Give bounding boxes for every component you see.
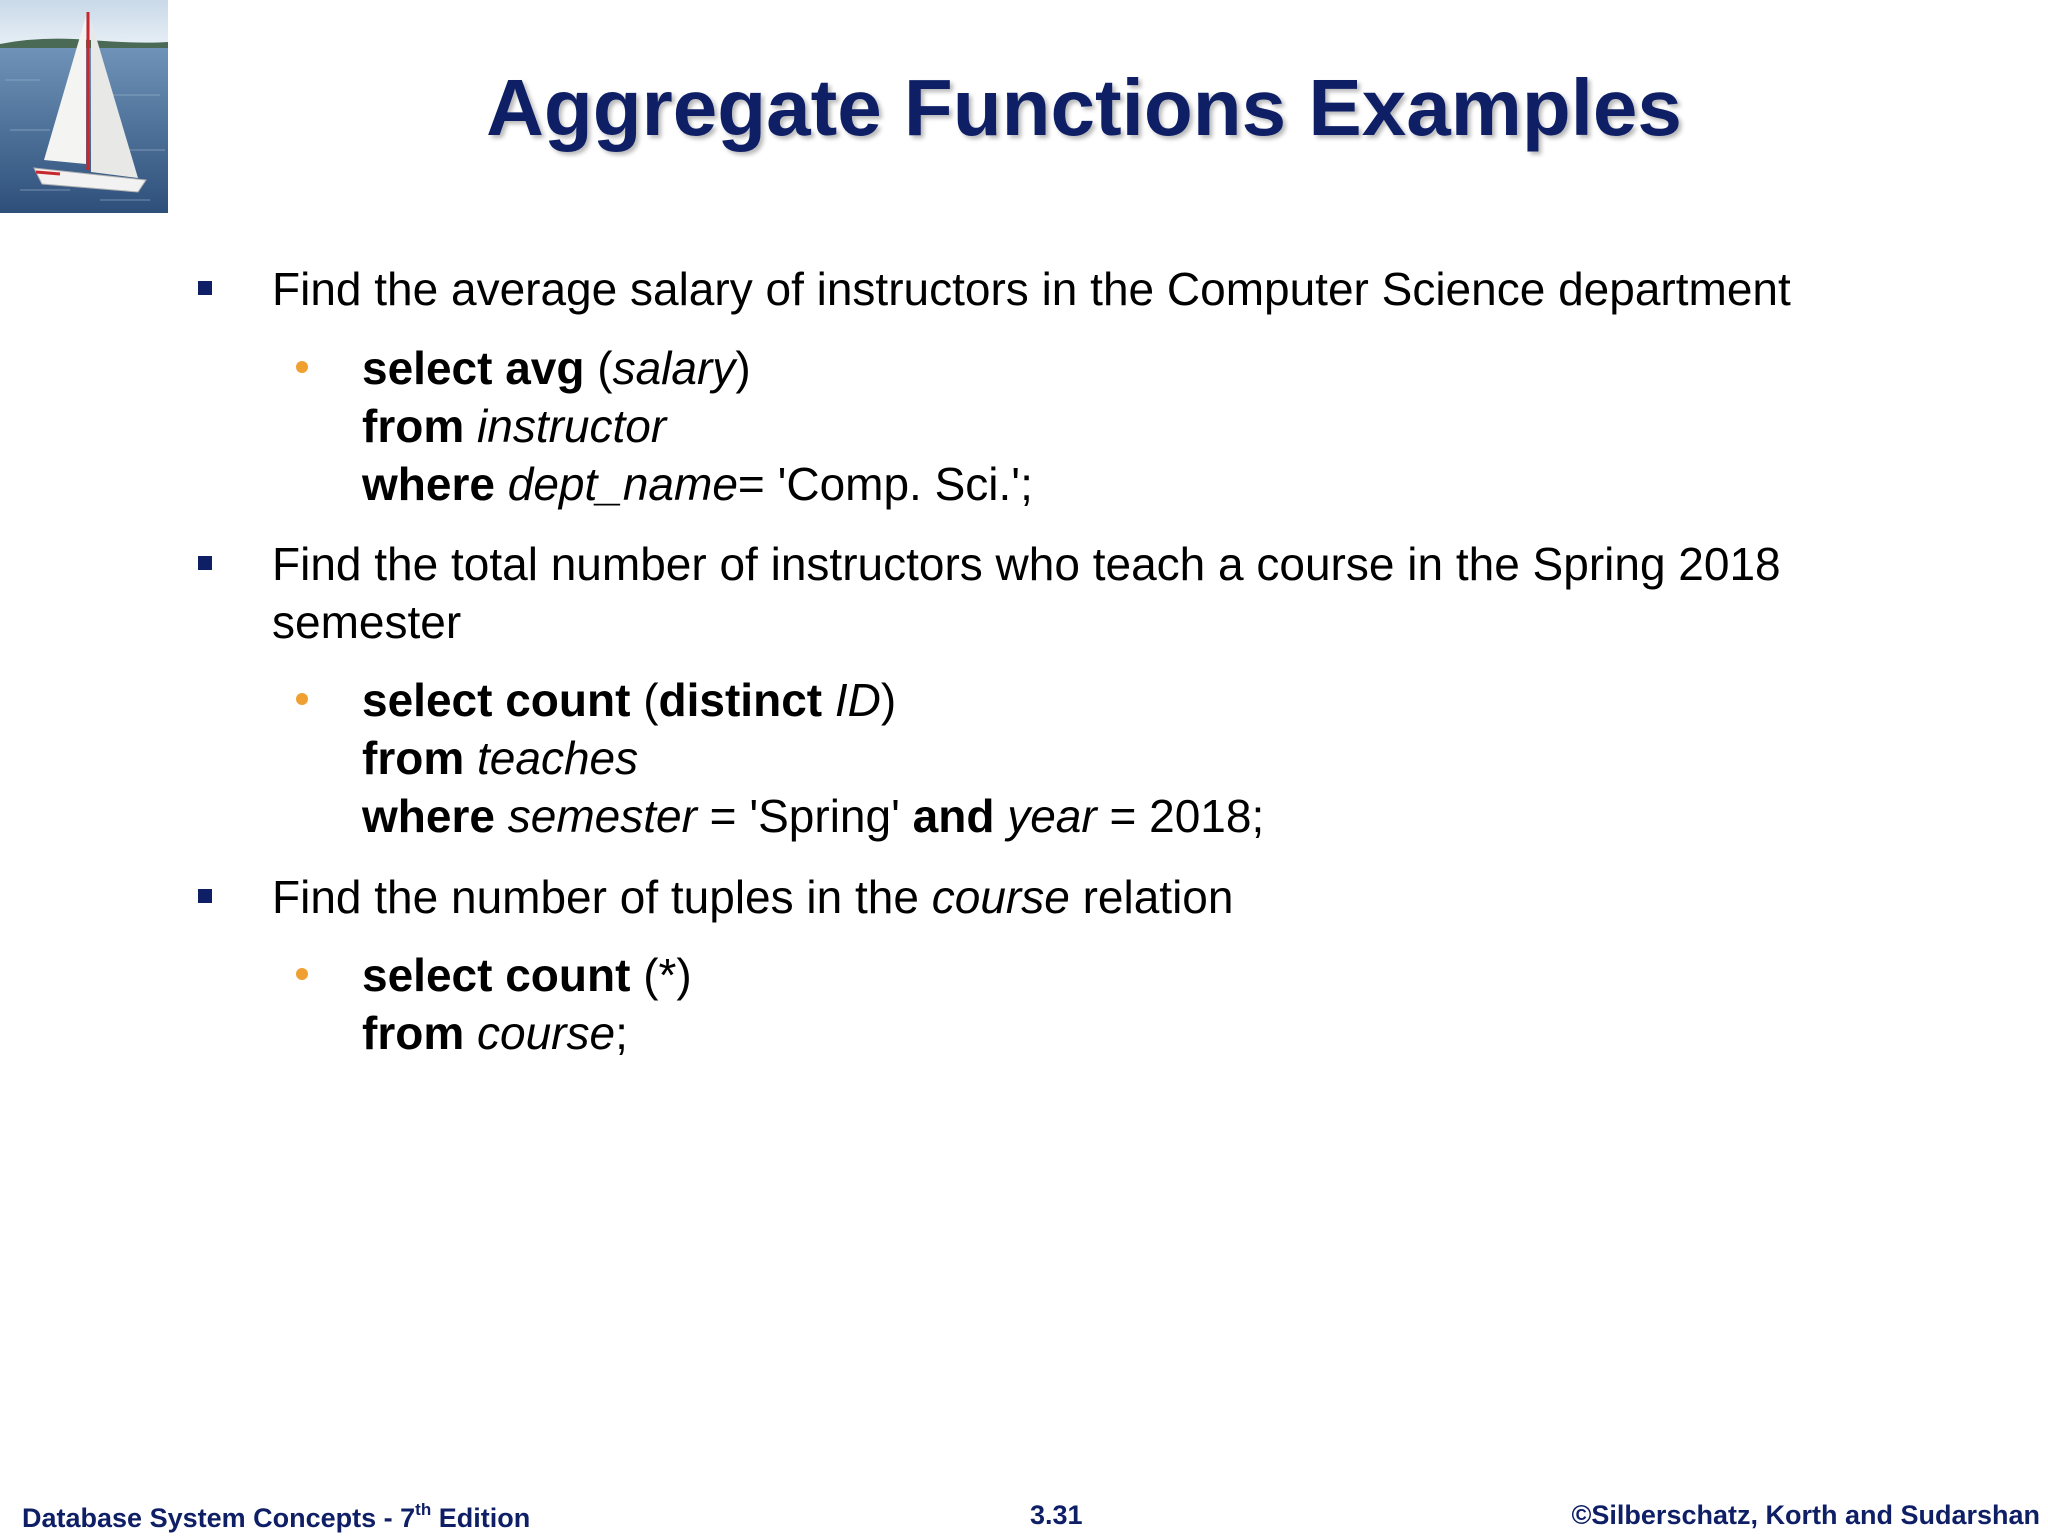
slide-title: Aggregate Functions Examples (486, 63, 1682, 152)
code-line: select count (distinct ID) (362, 674, 897, 726)
bullet-text: Find the average salary of instructors in the Computer Science department (272, 263, 1791, 315)
square-bullet-icon (198, 556, 212, 570)
footer-page-number: 3.31 (1030, 1500, 1083, 1530)
code-line: from teaches (362, 732, 639, 784)
sql-code-block (362, 671, 1264, 845)
footer-copyright: ©Silberschatz, Korth and Sudarshan (1571, 1500, 2040, 1530)
dot-bullet-icon (296, 361, 308, 373)
sql-code-block (362, 946, 692, 1062)
code-line: from course; (362, 1007, 628, 1059)
code-line: where semester = 'Spring' and year = 2018; (362, 790, 1265, 842)
sql-code-block (362, 339, 1033, 513)
code-line: select avg (salary) (362, 342, 751, 394)
dot-bullet-icon (296, 968, 308, 980)
code-line: select count (*) (362, 949, 692, 1001)
square-bullet-icon (198, 889, 212, 903)
code-line: from instructor (362, 400, 667, 452)
footer-book-title: Database System Concepts - 7th Edition (22, 1500, 531, 1533)
dot-bullet-icon (296, 693, 308, 705)
square-bullet-icon (198, 281, 212, 295)
bullet-text: Find the total number of instructors who teach a course in the Spring 2018 semester (272, 538, 1781, 648)
code-line: where dept_name= 'Comp. Sci.'; (362, 458, 1033, 510)
bullet-text: Find the number of tuples in the course relation (272, 871, 1234, 923)
